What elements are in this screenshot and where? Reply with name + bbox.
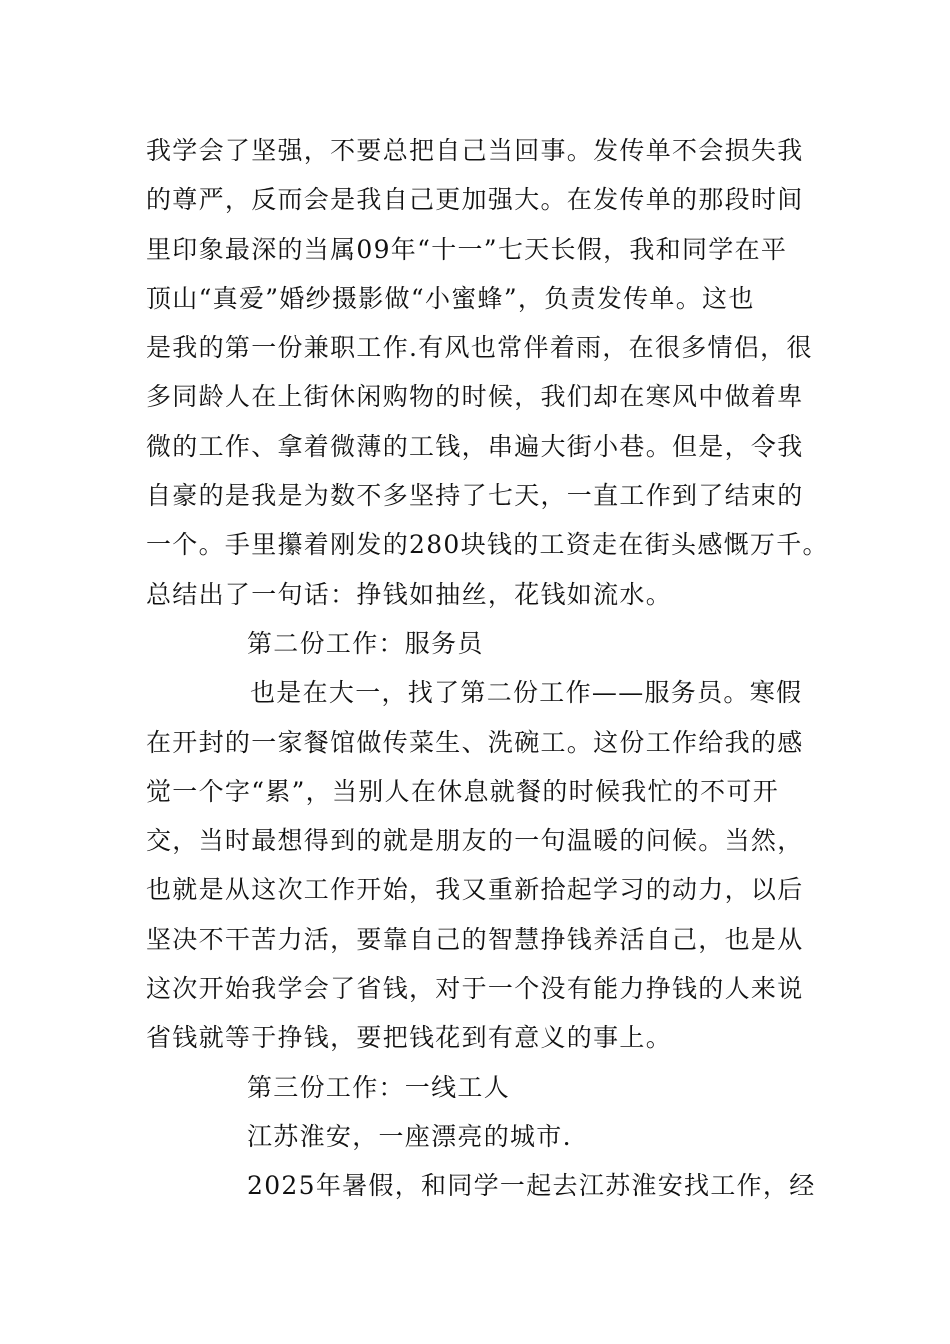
text-line: 一个。手里攥着刚发的280块钱的工资走在街头感慨万千。 xyxy=(146,530,829,560)
text-line: 在开封的一家餐馆做传菜生、洗碗工。这份工作给我的感 xyxy=(146,727,804,757)
text-line: 自豪的是我是为数不多坚持了七天，一直工作到了结束的 xyxy=(146,481,804,511)
text-line: 觉一个字“累”，当别人在休息就餐的时候我忙的不可开 xyxy=(146,776,780,806)
paragraph-first-line: 也是在大一，找了第二份工作——服务员。寒假 xyxy=(250,678,803,708)
text-line: 交，当时最想得到的就是朋友的一句温暖的问候。当然， xyxy=(146,826,804,856)
text-line: 总结出了一句话：挣钱如抽丝，花钱如流水。 xyxy=(146,579,673,609)
text-line: 省钱就等于挣钱，要把钱花到有意义的事上。 xyxy=(146,1023,673,1053)
text-line: 微的工作、拿着微薄的工钱，串遍大街小巷。但是，令我 xyxy=(146,431,804,461)
text-line: 坚决不干苦力活，要靠自己的智慧挣钱养活自己，也是从 xyxy=(146,924,804,954)
text-line: 的尊严，反而会是我自己更加强大。在发传单的那段时间 xyxy=(146,185,804,215)
document-body xyxy=(146,126,829,1211)
paragraph-line: 江苏淮安，一座漂亮的城市. xyxy=(247,1121,572,1151)
text-line: 是我的第一份兼职工作.有风也常伴着雨，在很多情侣，很 xyxy=(146,333,813,363)
text-line: 这次开始我学会了省钱，对于一个没有能力挣钱的人来说 xyxy=(146,974,804,1004)
text-line: 顶山“真爱”婚纱摄影做“小蜜蜂”，负责发传单。这也 xyxy=(146,283,755,313)
text-line: 里印象最深的当属09年“十一”七天长假，我和同学在平 xyxy=(146,234,788,264)
text-line: 我学会了坚强，不要总把自己当回事。发传单不会损失我 xyxy=(146,136,804,165)
text-line: 多同龄人在上街休闲购物的时候，我们却在寒风中做着卑 xyxy=(146,382,804,412)
section-heading: 第二份工作：服务员 xyxy=(247,628,484,658)
section-heading: 第三份工作：一线工人 xyxy=(247,1072,511,1102)
paragraph-first-line: 2025年暑假，和同学一起去江苏淮安找工作，经 xyxy=(247,1171,816,1201)
text-line: 也就是从这次工作开始，我又重新拾起学习的动力，以后 xyxy=(146,875,804,905)
